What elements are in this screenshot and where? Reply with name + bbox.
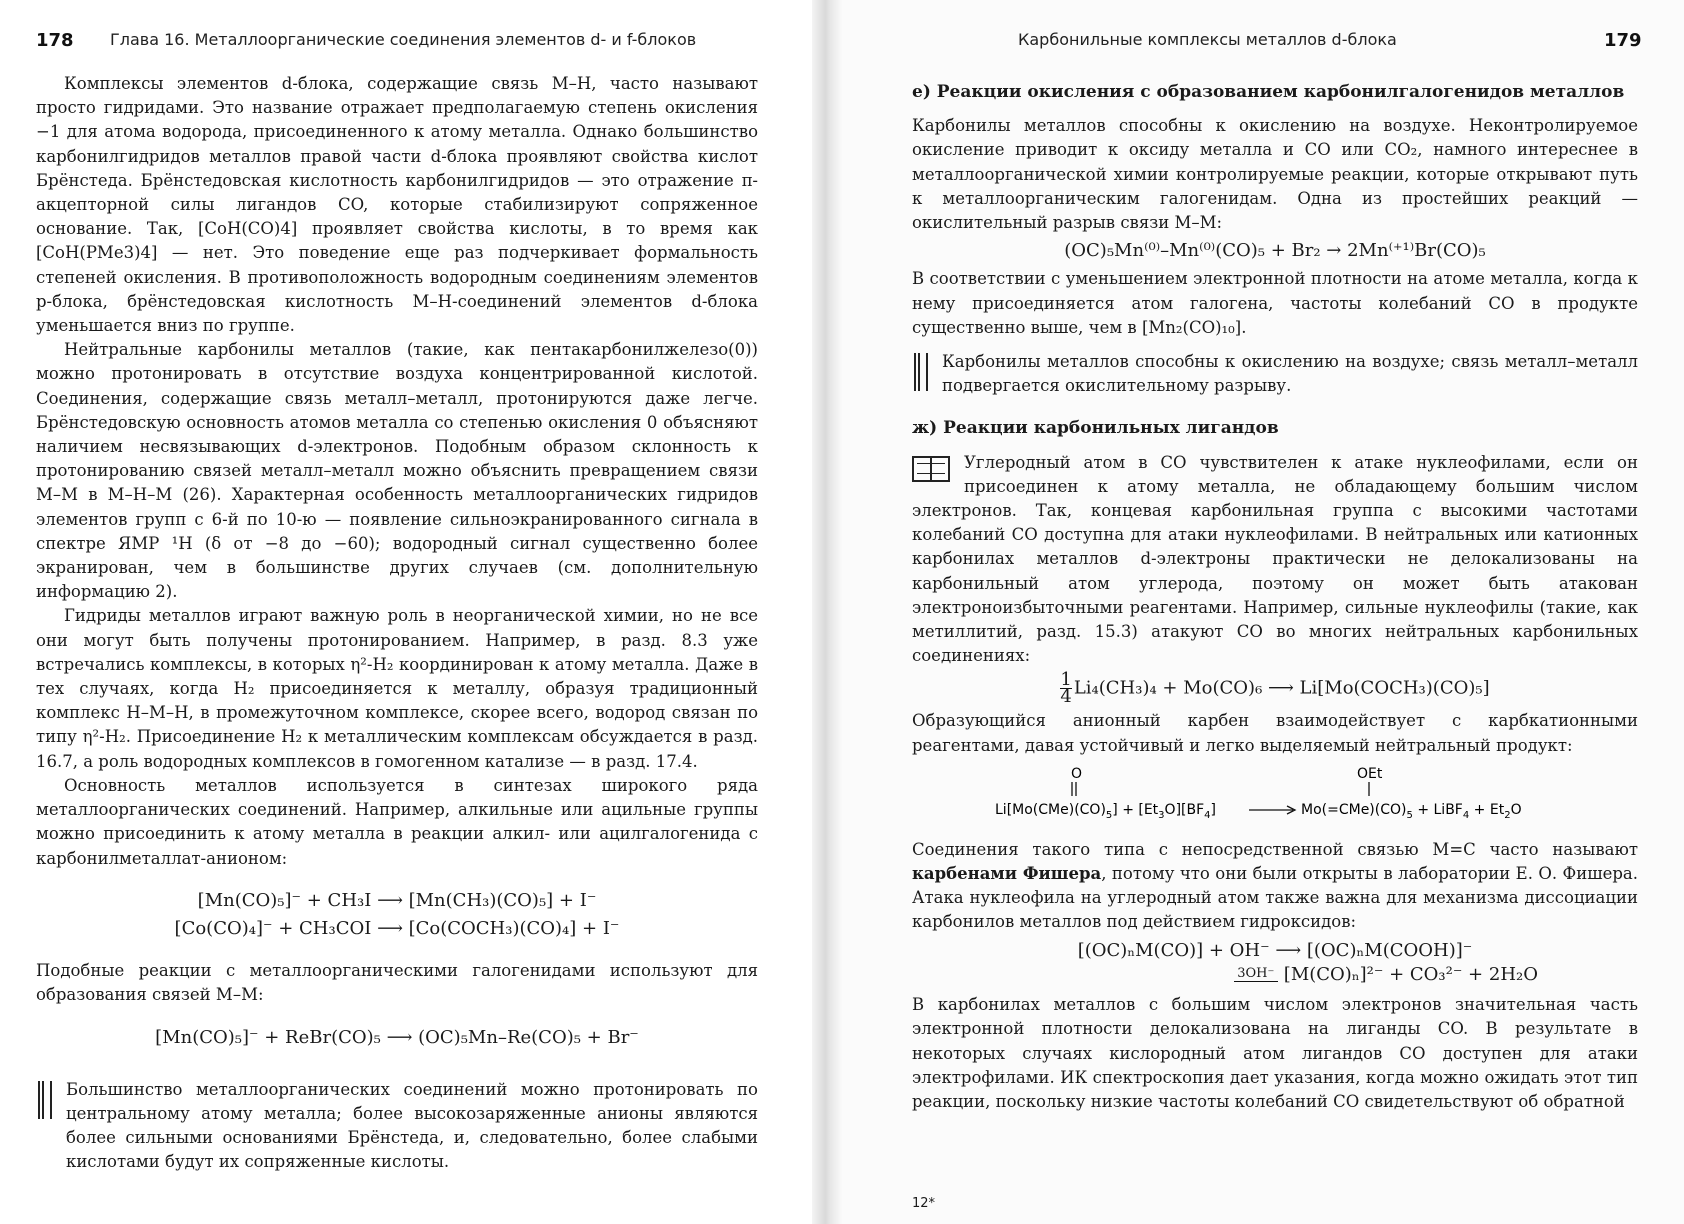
scheme-left-oxygen: O — [1071, 765, 1083, 782]
right-page-number: 179 — [1604, 30, 1642, 51]
section-e-paragraph-2: В соответствии с уменьшением электронной плотности на атоме металла, когда к нему присоединяется атом галогена, частоты колебаний CO в продукте существенно выше, чем в [Mn₂(CO)₁₀]. — [912, 269, 1638, 337]
summary-text: Большинство металлоорганических соединений можно протонировать по центральному атому металла; более высокозаряженные анионы являются более сильными основаниями Брёнстеда, и, следовательно, более слабыми кислотами будут их сопряженные кислоты. — [66, 1079, 758, 1172]
paragraph-hydrides: Комплексы элементов d-блока, содержащие связь M–H, часто называют просто гидридами. Это название отражает предполагаемую степень окисления −1 для атома водорода, присоединенного к атому металла. Однако большинство карбонилгидридов металлов правой части d-блока проявляют свойства кислот Брёнстеда. Брёнстедовская кислотность карбонилгидридов — это отражение π-акцепторной силы лигандов CO, которые стабилизируют сопряженное основание. Так, [CoH(CO)4] проявляет свойства кислоты, в то время как [CoH(PMe3)4] — нет. Это поведение еще раз подчеркивает формальность степеней окисления. В противоположность водородным соединениям элементов p-блока, брёнстедовская кислотность M–H-соединений элементов d-блока уменьшается вниз по группе. — [36, 74, 758, 336]
equation-hydroxide-product: 3OH⁻ [M(CO)ₙ]²⁻ + CO₃²⁻ + 2H₂O — [912, 963, 1638, 987]
equation-co-acylation: [Co(CO)₄]⁻ + CH₃COI ⟶ [Co(COCH₃)(CO)₄] + I⁻ — [174, 917, 620, 939]
equation-hydroxide-attack: [(OC)ₙM(CO)] + OH⁻ ⟶ [(OC)ₙM(COOH)]⁻ — [1077, 939, 1473, 961]
book-spine — [812, 0, 842, 1224]
section-e-title: е) Реакции окисления с образованием карбонилгалогенидов металлов — [912, 82, 1625, 102]
left-page-number: 178 — [36, 30, 74, 51]
right-text-column — [912, 80, 1638, 1114]
section-e-paragraph: Карбонилы металлов способны к окислению на воздухе. Неконтролируемое окисление приводит к оксиду металла и CO или CO₂, намного интереснее в металлоорганической химии контролируемые реакции, которые открывают путь к металлоорганическим галогенидам. Одна из простейших реакций — окислительный разрыв связи M–M: — [912, 116, 1638, 233]
equation-mn-alkylation: [Mn(CO)₅]⁻ + CH₃I ⟶ [Mn(CH₃)(CO)₅] + I⁻ — [197, 889, 597, 911]
left-text-column — [36, 72, 758, 1175]
section-f-title: ж) Реакции карбонильных лигандов — [912, 418, 1279, 439]
paragraph-metal-hydrides: Гидриды металлов играют важную роль в неорганической химии, но не все они могут быть получены протонированием. Например, в разд. 8.3 уже встречались комплексы, в которых η²-H₂ координирован к атому металла. Даже в тех случаях, когда H₂ присоединяется к металлу, образуя традиционный комплекс H–M–H, в промежуточном комплексе, скорее всего, водород связан по типу η²-H₂. Присоединение H₂ к металлическим комплексам обсуждается в разд. 16.7, а роль водородных комплексов в гомогенном катализе — в разд. 17.4. — [36, 606, 758, 771]
section-e-key-point — [912, 350, 1638, 398]
section-e-summary: Карбонилы металлов способны к окислению на воздухе; связь металл–металл подвергается окислительному разрыву. — [942, 352, 1638, 396]
left-page — [0, 0, 812, 1224]
scheme-reactants: $Li[Mo(CMe)(CO)_5] + [Et_3O][BF_4]$ — [995, 801, 1216, 821]
scheme-products: $Mo(=CMe)(CO)_5$ + LiBF$_4$ + $Et_2O$ — [1301, 801, 1522, 821]
right-running-head: Карбонильные комплексы металлов d-блока — [1018, 30, 1397, 49]
key-point-summary — [36, 1078, 758, 1175]
paragraph-metal-basicity: Основность металлов используется в синтезах широкого ряда металлоорганических соединений. Например, алкильные или ацильные группы можно присоединить к атому металла в реакции алкил- или ацилгалогенида с карбонилметаллат-анионом: — [36, 775, 758, 868]
scheme-right-oet: OEt — [1357, 765, 1383, 782]
term-fischer-carbenes: карбенами Фишера — [912, 864, 1102, 884]
key-point-bars-icon — [914, 353, 928, 391]
final-paragraph: В карбонилах металлов с большим числом электронов значительная часть электронной плотности делокализована на лиганды CO. В результате в некоторых случаях кислородный атом лигандов CO доступен для атаки электрофилами. ИК спектроскопия дает указания, когда можно ожидать этот тип реакции, поскольку низкие частоты колебаний CO свидетельствуют об обратной — [912, 995, 1638, 1111]
equation-mn-bromination: (OC)₅Mn⁽⁰⁾–Mn⁽⁰⁾(CO)₅ + Br₂ → 2Mn⁽⁺¹⁾Br(CO)₅ — [1064, 240, 1486, 262]
equation-methyllithium: $\frac{1}{4}$ Li₄(CH₃)₄ + Mo(CO)₆ ⟶ Li[Mo(COCH₃)(CO)₅] — [1060, 669, 1490, 708]
section-f-paragraph-2: Образующийся анионный карбен взаимодействует с карбкатионными реагентами, давая устойчивый и легко выделяемый нейтральный продукт: — [912, 711, 1638, 755]
paragraph-neutral-carbonyls: Нейтральные карбонилы металлов (такие, как пентакарбонилжелезо(0)) можно протонировать в отсутствие воздуха концентрированной кислотой. Соединения, содержащие связь металл–металл, протонируются даже легче. Брёнстедовскую основность атомов металла со степенью окисления 0 объясняют наличием несвязывающих d-электронов. Подобным образом склонность к протонированию связей металл–металл можно объяснить превращением связи M–M в M–H–M (26). Характерная особенность металлоорганических гидридов элементов групп с 6-й по 10-ю — появление сильноэкранированного сигнала в спектре ЯМР ¹H (δ от −8 до −60); водородный сигнал существенно более экранирован, чем в большинстве других случаев (см. дополнительную информацию 2). — [36, 340, 758, 602]
key-point-bars-icon — [38, 1081, 52, 1119]
fraction-quarter: $\frac{1}{4}$ — [1060, 669, 1072, 708]
signature-mark: 12* — [912, 1196, 936, 1211]
paragraph-mm-bond-formation: Подобные реакции с металлоорганическими галогенидами используют для образования связей M–M: — [36, 961, 758, 1005]
reagent-arrow: 3OH⁻ — [1234, 967, 1278, 982]
equation-mn-re: [Mn(CO)₅]⁻ + ReBr(CO)₅ ⟶ (OC)₅Mn–Re(CO)₅ + Br⁻ — [155, 1026, 639, 1048]
book-icon — [912, 456, 950, 482]
right-page — [842, 0, 1684, 1224]
left-running-head: Глава 16. Металлоорганические соединения элементов d- и f-блоков — [110, 30, 697, 49]
section-f-paragraph: Углеродный атом в CO чувствителен к атаке нуклеофилами, если он присоединен к атому металла, не обладающему большим числом электронов. Так, концевая карбонильная группа с высокими частотами колебаний CO доступна для атаки нуклеофилами. В нейтральных или катионных карбонилах металлов d-электроны практически не делокализованы на карбонильный атом углерода, поэтому он может быть атакован электроноизбыточными реагентами. Например, сильные нуклеофилы (такие, как метиллитий, разд. 15.3) атакуют CO во многих нейтральных карбонильных соединениях: — [912, 452, 1638, 666]
section-f-paragraph-3: Соединения такого типа с непосредственной связью M=C часто называют карбенами Фишера, потому что они были открыты в лаборатории Е. О. Фишера. Атака нуклеофила на углеродный атом также важна для механизма диссоциации карбонилов металлов под действием гидроксидов: — [912, 839, 1638, 932]
fischer-carbene-scheme — [995, 758, 1555, 838]
